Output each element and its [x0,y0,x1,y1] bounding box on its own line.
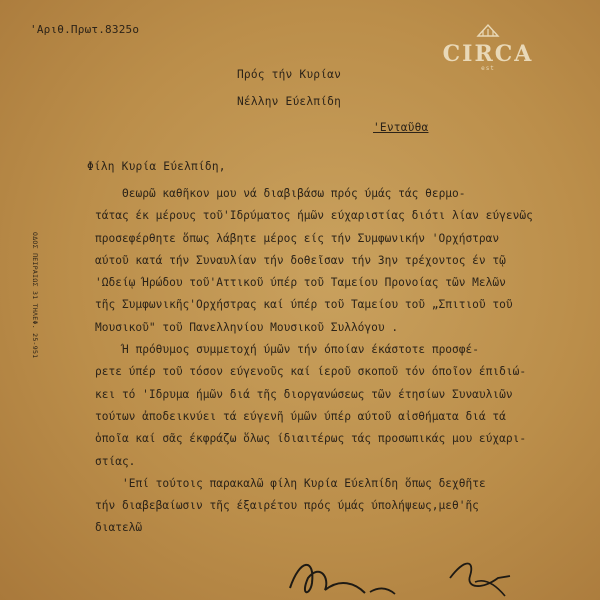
body-line: ρετε ύπέρ τοῦ τόσον εύγενοῦς καί ίεροῦ σκοποῦ τόν όποῖον έπιδιώ- [95,365,527,379]
body-line: κει τό 'Ιδρυμα ήμῶν διά τῆς διοργανώσεως τῶν έτησίων Συναυλιῶν [95,387,513,401]
watermark-sub: est [481,65,495,72]
circa-watermark [438,22,538,72]
body-line: Μουσικοῦ" τοῦ Πανελληνίου Μουσικοῦ Συλλόγου . [95,320,399,334]
salutation: Φίλη Κυρία Εύελπίδη, [87,160,226,173]
letter-body [95,183,595,540]
body-line: τάτας έκ μέρους τοῦ'Ιδρύματος ήμῶν εύχαριστίας διότι λίαν εύγενῶς [95,209,533,223]
body-line: διατελῶ [95,521,143,535]
handwritten-signature [270,548,540,600]
body-line: προσεφέρθητε ὅπως λάβητε μέρος είς τήν Συμφωνικήν 'Ορχήστραν [95,231,500,245]
body-line: τήν διαβεβαίωσιν τῆς έξαιρέτου πρός ύμάς ύπολήψεως,μεθ'ῆς [95,499,479,513]
body-line: ὁποῖα καί σᾶς έκφράζω ὅλως ίδιαιτέρως τάς προσωπικάς μου εύχαρι- [95,432,527,446]
protocol-number: 'Αριθ.Πρωτ.8325ο [30,23,140,36]
watermark-word: CIRCA [442,41,534,67]
recipient-name: Νέλλην Εύελπίδη [237,95,342,108]
body-line: 'Επί τούτοις παρακαλῶ φίλη Κυρία Εύελπίδη ὅπως δεχθῆτε [122,476,486,490]
body-line: Θεωρῶ καθῆκον μου νά διαβιβάσω πρός ύμάς τάς θερμο- [122,187,466,200]
body-line: τῆς Συμφωνικῆς'Ορχήστρας καί ύπέρ τοῦ Ταμείου τοῦ „Σπιτιοῦ τοῦ [95,298,513,312]
recipient-line-1: Πρός τήν Κυρίαν [237,68,342,81]
body-line: Ή πρόθυμος συμμετοχή ύμῶν τήν όποίαν έκάστοτε προσφέ- [122,343,479,357]
body-line: στίας. [95,454,136,468]
recipient-location: 'Ενταῦθα [373,121,429,134]
body-line: τούτων ἀποδεικνύει τά εύγενῆ ύμῶν ύπέρ αύτοῦ αἰσθήματα διά τά [95,409,506,423]
body-line: 'Ωδείῳ Ήρώδου τοῦ'Αττικοῦ ύπέρ τοῦ Ταμείου Προνοίας τῶν Μελῶν [95,276,506,290]
side-address-text: ΟΔΟΣ ΠΕΙΡΑΙΩΣ 31 ΤΗΛΕΦ. 25-951 [31,232,39,359]
body-line: αύτοῦ κατά τήν Συναυλίαν τήν δοθεῖσαν τήν 3ην τρέχοντος έν τῷ [95,253,506,267]
column-logo-icon [475,23,501,37]
